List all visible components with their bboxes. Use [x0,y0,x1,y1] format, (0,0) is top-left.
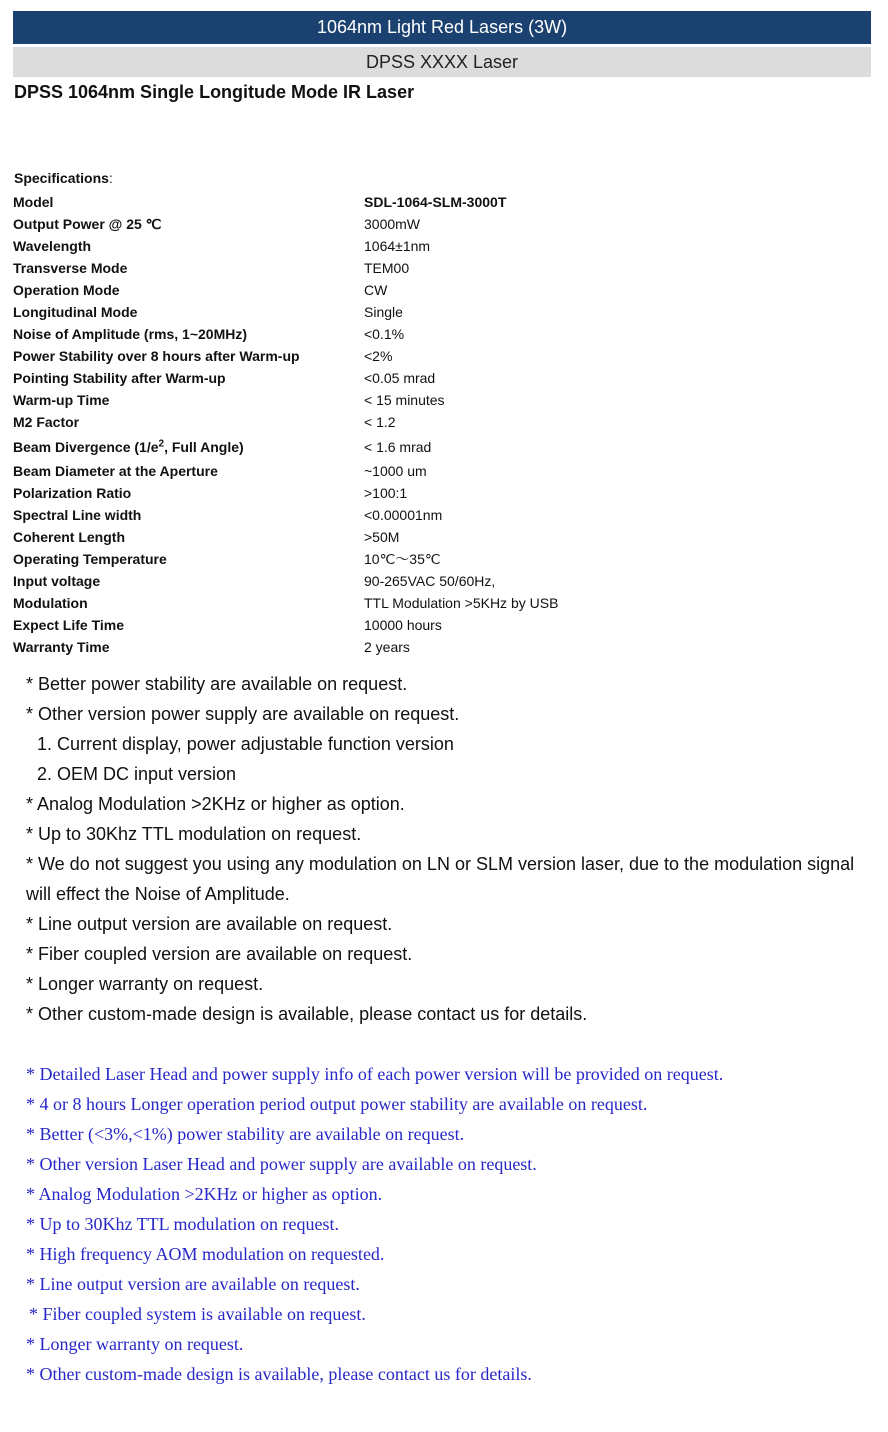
note-item: * Up to 30Khz TTL modulation on request. [26,824,362,844]
spec-row-noise [13,323,558,345]
spec-value: 3000mW [364,216,421,232]
spec-row-operation-mode [13,279,558,301]
note-item: * Fiber coupled version are available on request. [26,944,413,964]
spec-key: Wavelength [13,238,92,254]
spec-value: 10℃～35℃ [364,551,441,567]
note-item: * Other custom-made design is available, please contact us for details. [26,1004,588,1024]
spec-value: SDL-1064-SLM-3000T [364,194,507,210]
spec-key: Transverse Mode [13,260,128,276]
spec-value: TTL Modulation >5KHz by USB [364,595,559,611]
spec-key [13,433,364,460]
blue-note-item: * Other version Laser Head and power supply are available on request. [26,1154,537,1174]
spec-row-wavelength [13,235,558,257]
spec-key: Modulation [13,595,88,611]
spec-row-transverse-mode [13,257,558,279]
additional-options-notes [26,1059,866,1389]
note-item: * We do not suggest you using any modulation on LN or SLM version laser, due to the modulation signal will effect the Noise of Amplitude. [26,854,855,904]
spec-key: Pointing Stability after Warm-up [13,370,226,386]
spec-value: 10000 hours [364,617,442,633]
category-subtitle-bar: DPSS XXXX Laser [13,47,871,77]
spec-key: Warranty Time [13,639,110,655]
note-item: * Longer warranty on request. [26,974,264,994]
note-item: * Analog Modulation >2KHz or higher as option. [26,794,405,814]
spec-key: Spectral Line width [13,507,142,523]
spec-value: < 15 minutes [364,392,445,408]
spec-value: Single [364,304,403,320]
blue-note-item: * Line output version are available on request. [26,1274,360,1294]
spec-key: Operating Temperature [13,551,167,567]
note-item: * Line output version are available on request. [26,914,393,934]
spec-row-warranty [13,636,558,658]
spec-key: Polarization Ratio [13,485,132,501]
spec-value: <2% [364,348,393,364]
blue-note-item: * Better (<3%,<1%) power stability are available on request. [26,1124,465,1144]
spec-key: Beam Diameter at the Aperture [13,463,218,479]
blue-note-item: * Longer warranty on request. [26,1334,244,1354]
note-item: * Better power stability are available on request. [26,674,408,694]
spec-row-input-voltage [13,570,558,592]
spec-value: TEM00 [364,260,410,276]
spec-value: CW [364,282,388,298]
spec-value: <0.05 mrad [364,370,436,386]
blue-note-item: * Analog Modulation >2KHz or higher as option. [26,1184,383,1204]
spec-key-superscript: 2 [158,437,165,449]
spec-key: Longitudinal Mode [13,304,138,320]
spec-key: Noise of Amplitude (rms, 1~20MHz) [13,326,248,342]
spec-key: Model [13,194,54,210]
spec-key: M2 Factor [13,414,80,430]
product-heading: DPSS 1064nm Single Longitude Mode IR Laser [14,82,415,102]
spec-key: Warm-up Time [13,392,110,408]
spec-value: 1064±1nm [364,238,431,254]
spec-row-power-stability [13,345,558,367]
spec-value: 90-265VAC 50/60Hz, [364,573,496,589]
spec-row-modulation [13,592,558,614]
spec-value: 2 years [364,639,410,655]
note-subitem: 2. OEM DC input version [37,764,237,784]
spec-value: < 1.2 [364,414,396,430]
spec-row-beam-divergence [13,433,558,460]
blue-note-item: * 4 or 8 hours Longer operation period output power stability are available on request. [26,1094,648,1114]
spec-key-part: Beam Divergence (1/e [13,438,159,455]
spec-row-output-power [13,213,558,235]
specifications-table [13,191,558,658]
spec-key: Output Power @ 25 ℃ [13,215,162,232]
spec-value: >50M [364,529,400,545]
note-item: * Other version power supply are available on request. [26,704,460,724]
spec-value: <0.00001nm [364,507,443,523]
spec-row-polarization [13,482,558,504]
spec-value: < 1.6 mrad [364,438,432,455]
spec-key-part: , Full Angle) [164,438,244,455]
spec-row-warmup-time [13,389,558,411]
spec-value: >100:1 [364,485,408,501]
spec-key: Operation Mode [13,282,120,298]
spec-row-pointing-stability [13,367,558,389]
blue-note-item: * Other custom-made design is available, please contact us for details. [26,1364,532,1384]
spec-key: Coherent Length [13,529,125,545]
spec-key: Power Stability over 8 hours after Warm-up [13,348,300,364]
spec-row-coherent-length [13,526,558,548]
spec-key: Expect Life Time [13,617,125,633]
blue-note-item: * Fiber coupled system is available on request. [29,1304,366,1324]
specifications-label: Specifications: [14,170,113,186]
spec-row-operating-temperature [13,548,558,570]
spec-row-m2-factor [13,411,558,433]
blue-note-item: * Detailed Laser Head and power supply info of each power version will be provided on request. [26,1064,724,1084]
spec-value: <0.1% [364,326,405,342]
spec-key: Input voltage [13,573,101,589]
spec-row-model [13,191,558,213]
options-notes [26,669,866,1029]
note-subitem: 1. Current display, power adjustable function version [37,734,454,754]
spec-row-spectral-linewidth [13,504,558,526]
spec-value: ~1000 um [364,463,427,479]
spec-row-beam-diameter [13,460,558,482]
blue-note-item: * Up to 30Khz TTL modulation on request. [26,1214,339,1234]
category-title-bar: 1064nm Light Red Lasers (3W) [13,11,871,44]
blue-note-item: * High frequency AOM modulation on requested. [26,1244,385,1264]
spec-row-longitudinal-mode [13,301,558,323]
spec-row-life-time [13,614,558,636]
